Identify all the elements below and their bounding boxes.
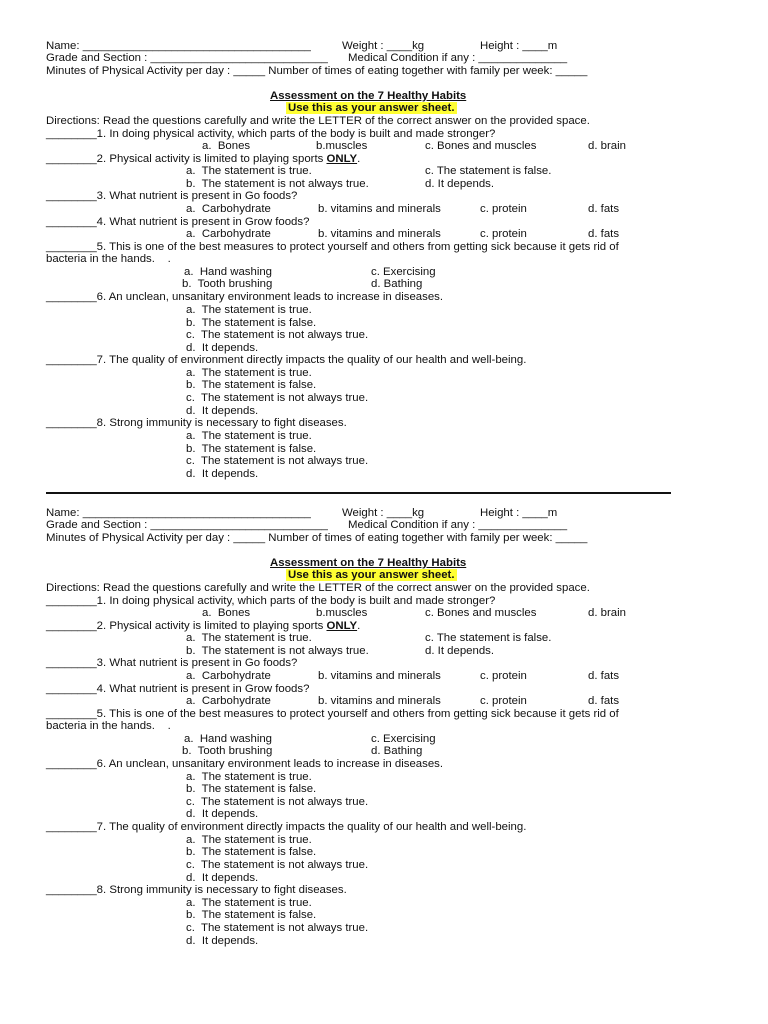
q3-option-d: d. fats [588, 670, 620, 682]
q8-option-b: b. The statement is false. [186, 443, 317, 455]
height-field: Height : ____m [480, 507, 558, 519]
question-4: ________4. What nutrient is present in Grow foods? [46, 216, 310, 228]
q1-option-a: a. Bones [202, 140, 251, 152]
question-7: ________7. The quality of environment directly impacts the quality of our health and well-being. [46, 354, 527, 366]
question-5-continued: bacteria in the hands. . [46, 253, 171, 265]
weight-field: Weight : ____kg [342, 40, 425, 52]
q5-option-a: a. Hand washing [184, 733, 273, 745]
q2-option-b: b. The statement is not always true. [186, 645, 369, 657]
directions: Directions: Read the questions carefully and write the LETTER of the correct answer on the provided space. [46, 582, 590, 594]
question-1: ________1. In doing physical activity, which parts of the body is built and made stronger? [46, 128, 496, 140]
q5-option-a: a. Hand washing [184, 266, 273, 278]
q2-option-a: a. The statement is true. [186, 632, 312, 644]
question-6: ________6. An unclean, unsanitary environment leads to increase in diseases. [46, 291, 444, 303]
q5-option-d: d. Bathing [371, 745, 423, 757]
q2-option-b: b. The statement is not always true. [186, 178, 369, 190]
q3-option-a: a. Carbohydrate [186, 670, 271, 682]
answer-sheet-note: Use this as your answer sheet. [288, 569, 455, 581]
q2-option-d: d. It depends. [425, 178, 495, 190]
q4-option-d: d. fats [588, 228, 620, 240]
grade-section-field: Grade and Section : ____________________________ [46, 519, 328, 531]
q8-option-b: b. The statement is false. [186, 909, 317, 921]
q8-option-d: d. It depends. [186, 468, 259, 480]
q3-option-c: c. protein [480, 670, 527, 682]
cut-line-divider [46, 492, 671, 494]
q1-option-b: b.muscles [316, 607, 368, 619]
q8-option-c: c. The statement is not always true. [186, 922, 369, 934]
q7-option-c: c. The statement is not always true. [186, 859, 369, 871]
q1-option-c: c. Bones and muscles [425, 607, 537, 619]
q4-option-b: b. vitamins and minerals [318, 695, 441, 707]
activity-minutes-field: Minutes of Physical Activity per day : _____ Number of times of eating together with family per week: _____ [46, 65, 588, 77]
name-label: Name: ____________________________________ [46, 40, 311, 52]
q4-option-c: c. protein [480, 228, 527, 240]
q4-option-a: a. Carbohydrate [186, 228, 271, 240]
q1-option-d: d. brain [588, 140, 626, 152]
question-8: ________8. Strong immunity is necessary to fight diseases. [46, 884, 347, 896]
question-4: ________4. What nutrient is present in Grow foods? [46, 683, 310, 695]
q2-option-a: a. The statement is true. [186, 165, 312, 177]
assessment-title: Assessment on the 7 Healthy Habits [270, 90, 467, 102]
q8-option-a: a. The statement is true. [186, 897, 312, 909]
activity-minutes-field: Minutes of Physical Activity per day : _____ Number of times of eating together with family per week: _____ [46, 532, 588, 544]
q5-option-b: b. Tooth brushing [182, 278, 273, 290]
q7-option-d: d. It depends. [186, 405, 259, 417]
question-5-continued: bacteria in the hands. . [46, 720, 171, 732]
q3-option-c: c. protein [480, 203, 527, 215]
question-3: ________3. What nutrient is present in Go foods? [46, 190, 298, 202]
q1-option-d: d. brain [588, 607, 626, 619]
q1-option-a: a. Bones [202, 607, 251, 619]
q8-option-a: a. The statement is true. [186, 430, 312, 442]
q6-option-a: a. The statement is true. [186, 771, 312, 783]
q5-option-b: b. Tooth brushing [182, 745, 273, 757]
q6-option-c: c. The statement is not always true. [186, 796, 369, 808]
q6-option-a: a. The statement is true. [186, 304, 312, 316]
q1-option-c: c. Bones and muscles [425, 140, 537, 152]
q6-option-d: d. It depends. [186, 808, 259, 820]
q4-option-d: d. fats [588, 695, 620, 707]
q2-option-c: c. The statement is false. [425, 165, 552, 177]
question-2: ________2. Physical activity is limited to playing sports ONLY. [46, 620, 361, 632]
q7-option-c: c. The statement is not always true. [186, 392, 369, 404]
q4-option-a: a. Carbohydrate [186, 695, 271, 707]
q4-option-c: c. protein [480, 695, 527, 707]
q6-option-d: d. It depends. [186, 342, 259, 354]
q7-option-a: a. The statement is true. [186, 834, 312, 846]
question-3: ________3. What nutrient is present in Go foods? [46, 657, 298, 669]
q5-option-c: c. Exercising [371, 733, 436, 745]
question-8: ________8. Strong immunity is necessary to fight diseases. [46, 417, 347, 429]
q8-option-c: c. The statement is not always true. [186, 455, 369, 467]
q8-option-d: d. It depends. [186, 935, 259, 947]
question-1: ________1. In doing physical activity, which parts of the body is built and made stronger? [46, 595, 496, 607]
q7-option-b: b. The statement is false. [186, 846, 317, 858]
answer-sheet-note: Use this as your answer sheet. [288, 102, 455, 114]
q3-option-b: b. vitamins and minerals [318, 203, 441, 215]
assessment-title: Assessment on the 7 Healthy Habits [270, 557, 467, 569]
q3-option-b: b. vitamins and minerals [318, 670, 441, 682]
name-label: Name: ____________________________________ [46, 507, 311, 519]
question-5: ________5. This is one of the best measures to protect yourself and others from getting sick because it gets rid of [46, 708, 619, 720]
q6-option-c: c. The statement is not always true. [186, 329, 369, 341]
q7-option-a: a. The statement is true. [186, 367, 312, 379]
question-6: ________6. An unclean, unsanitary environment leads to increase in diseases. [46, 758, 444, 770]
question-7: ________7. The quality of environment directly impacts the quality of our health and well-being. [46, 821, 527, 833]
medical-condition-field: Medical Condition if any : ______________ [348, 519, 568, 531]
q4-option-b: b. vitamins and minerals [318, 228, 441, 240]
directions: Directions: Read the questions carefully and write the LETTER of the correct answer on the provided space. [46, 115, 590, 127]
question-5: ________5. This is one of the best measures to protect yourself and others from getting sick because it gets rid of [46, 241, 619, 253]
weight-field: Weight : ____kg [342, 507, 425, 519]
q6-option-b: b. The statement is false. [186, 783, 317, 795]
q5-option-c: c. Exercising [371, 266, 436, 278]
q2-option-c: c. The statement is false. [425, 632, 552, 644]
q2-option-d: d. It depends. [425, 645, 495, 657]
q1-option-b: b.muscles [316, 140, 368, 152]
grade-section-field: Grade and Section : ____________________________ [46, 52, 328, 64]
question-2: ________2. Physical activity is limited to playing sports ONLY. [46, 153, 361, 165]
height-field: Height : ____m [480, 40, 558, 52]
q7-option-b: b. The statement is false. [186, 379, 317, 391]
q3-option-d: d. fats [588, 203, 620, 215]
q3-option-a: a. Carbohydrate [186, 203, 271, 215]
q5-option-d: d. Bathing [371, 278, 423, 290]
q6-option-b: b. The statement is false. [186, 317, 317, 329]
q7-option-d: d. It depends. [186, 872, 259, 884]
medical-condition-field: Medical Condition if any : ______________ [348, 52, 568, 64]
